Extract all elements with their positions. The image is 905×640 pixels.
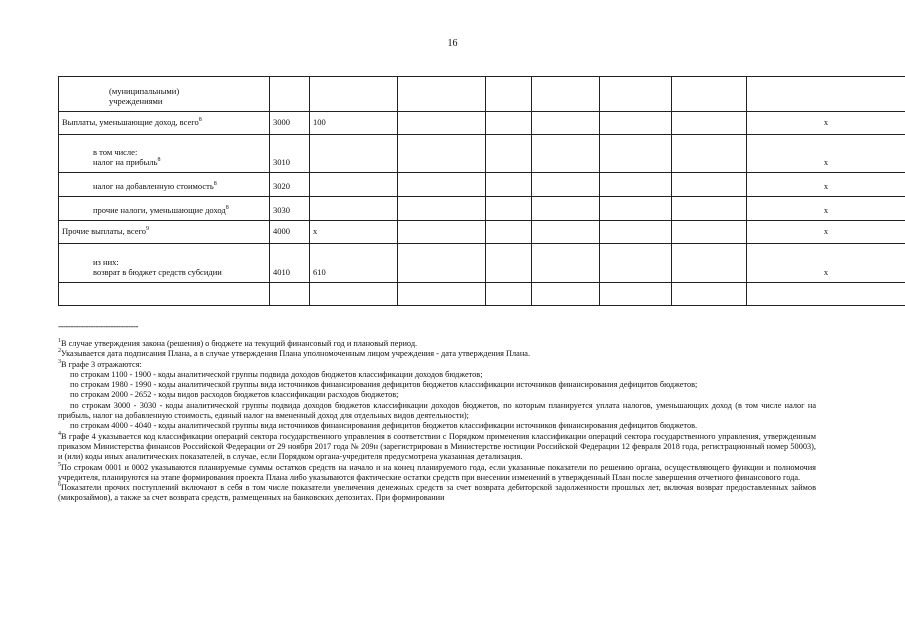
empty-cell xyxy=(532,197,600,221)
table-row xyxy=(59,244,905,283)
row-code: 3020 xyxy=(270,173,310,197)
row-kosgu xyxy=(310,173,398,197)
footnote: по строкам 3000 - 3030 - коды аналитической группы подвида доходов бюджетов классификации доходов бюджетов, по которым планируется уплата налогов, уменьшающих доход (в том числе налог на прибыль, налог на добавленную стоимость, единый налог на вмененный доход для отдельных видов деятельности); xyxy=(58,400,816,421)
row-kosgu: 610 xyxy=(310,244,398,283)
footnote-rule: -------------------------------- xyxy=(58,321,138,331)
table-row xyxy=(59,112,905,135)
empty-cell xyxy=(532,112,600,135)
row-name: налог на добавленную стоимость$^8$ xyxy=(59,173,270,197)
empty-cell xyxy=(486,112,532,135)
table-row xyxy=(59,197,905,221)
row-kosgu: 100 xyxy=(310,112,398,135)
empty-cell xyxy=(600,283,672,306)
empty-cell xyxy=(398,244,486,283)
empty-cell xyxy=(532,244,600,283)
row-name xyxy=(59,283,270,306)
empty-cell xyxy=(532,77,600,112)
row-name: из них: возврат в бюджет средств субсидии xyxy=(59,244,270,283)
empty-cell xyxy=(600,77,672,112)
footnote: по строкам 1100 - 1900 - коды аналитической группы подвида доходов бюджетов классификации доходов бюджетов; xyxy=(70,369,483,379)
empty-cell xyxy=(486,173,532,197)
row-last-value xyxy=(747,283,905,306)
empty-cell xyxy=(600,197,672,221)
row-code xyxy=(270,77,310,112)
footnote: $^2$Указывается дата подписания Плана, а в случае утверждения Плана уполномоченным лицом учреждения - дата утверждения Плана. xyxy=(58,348,531,359)
row-kosgu xyxy=(310,135,398,173)
row-code xyxy=(270,283,310,306)
empty-cell xyxy=(532,283,600,306)
empty-cell xyxy=(398,173,486,197)
empty-cell xyxy=(398,112,486,135)
plan-table xyxy=(58,76,905,306)
row-name: прочие налоги, уменьшающие доход$^8$ xyxy=(59,197,270,221)
page-number: 16 xyxy=(447,38,458,49)
empty-cell xyxy=(532,221,600,244)
empty-cell xyxy=(486,283,532,306)
row-code: 3030 xyxy=(270,197,310,221)
empty-cell xyxy=(486,221,532,244)
empty-cell xyxy=(398,135,486,173)
footnote: $^3$В графе 3 отражаются: xyxy=(58,358,142,369)
table-row xyxy=(59,77,905,112)
empty-cell xyxy=(672,221,747,244)
empty-cell xyxy=(486,77,532,112)
empty-cell xyxy=(600,135,672,173)
empty-cell xyxy=(672,112,747,135)
row-name: в том числе: налог на прибыль$^8$ xyxy=(59,135,270,173)
row-last-value: x xyxy=(747,173,905,197)
empty-cell xyxy=(672,135,747,173)
row-last-value: x xyxy=(747,135,905,173)
row-kosgu xyxy=(310,197,398,221)
empty-cell xyxy=(532,173,600,197)
footnote: $^4$В графе 4 указывается код классификации операций сектора государственного управления в соответствии с Порядком применения классификации операций сектора государственного управления, утвержденным приказом Министерства финансов Российской Федерации от 29 ноября 2017 года № 209н (зарегистрирован в Министерстве юстиции Российской Федерации 12 февраля 2018 года, регистрационный номер 50003), и (или) коды иных аналитических показателей, в случае, если Порядком органа-учредителя предусмотрена указанная детализация. xyxy=(58,430,816,462)
empty-cell xyxy=(672,197,747,221)
row-last-value xyxy=(747,77,905,112)
row-name: (муниципальными) учреждениями xyxy=(59,77,270,112)
empty-cell xyxy=(600,112,672,135)
row-kosgu xyxy=(310,77,398,112)
empty-cell xyxy=(672,77,747,112)
empty-cell xyxy=(486,197,532,221)
footnote: $^1$В случае утверждения закона (решения) о бюджете на текущий финансовый год и плановый период. xyxy=(58,338,418,348)
row-name: Выплаты, уменьшающие доход, всего$^8$ xyxy=(59,112,270,135)
footnote: по строкам 2000 - 2652 - коды видов расходов бюджетов классификации расходов бюджетов; xyxy=(70,390,399,400)
row-last-value: x xyxy=(747,197,905,221)
row-name: Прочие выплаты, всего$^9$ xyxy=(59,221,270,244)
empty-cell xyxy=(672,283,747,306)
table-row xyxy=(59,135,905,173)
footnote: $^5$По строкам 0001 и 0002 указываются планируемые суммы остатков средств на начало и на конец планируемого года, если указанные показатели по решению органа, осуществляющего функции и полномочия учредителя, планируются на этапе формирования проекта Плана либо указываются фактические остатки средств при внесении изменений в утвержденный План после завершения отчетного финансового года. xyxy=(58,461,816,482)
row-code: 3000 xyxy=(270,112,310,135)
empty-cell xyxy=(600,244,672,283)
footnote: $^6$Показатели прочих поступлений включают в себя в том числе показатели увеличения денежных средств за счет возврата дебиторской задолженности прошлых лет, включая возврат предоставленных займов (микрозаймов), а также за счет возврата средств, размещенных на банковских депозитах. При формировании xyxy=(58,482,816,503)
row-code: 3010 xyxy=(270,135,310,173)
row-last-value: x xyxy=(747,221,905,244)
row-code: 4010 xyxy=(270,244,310,283)
row-last-value: x xyxy=(747,112,905,135)
empty-cell xyxy=(600,173,672,197)
empty-cell xyxy=(398,197,486,221)
table-row xyxy=(59,283,905,306)
row-last-value: x xyxy=(747,244,905,283)
empty-cell xyxy=(486,244,532,283)
empty-cell xyxy=(672,173,747,197)
row-kosgu xyxy=(310,283,398,306)
empty-cell xyxy=(486,135,532,173)
empty-cell xyxy=(398,221,486,244)
empty-cell xyxy=(532,135,600,173)
table-row xyxy=(59,221,905,244)
empty-cell xyxy=(600,221,672,244)
table-row xyxy=(59,173,905,197)
footnotes xyxy=(58,339,816,504)
empty-cell xyxy=(398,77,486,112)
row-code: 4000 xyxy=(270,221,310,244)
row-kosgu: x xyxy=(310,221,398,244)
footnote: по строкам 4000 - 4040 - коды аналитической группы вида источников финансирования дефицитов бюджетов классификации источников финансирования дефицитов бюджетов. xyxy=(70,421,698,431)
empty-cell xyxy=(672,244,747,283)
footnote: по строкам 1980 - 1990 - коды аналитической группы вида источников финансирования дефицитов бюджетов классификации источников финансирования дефицитов бюджетов; xyxy=(70,380,698,390)
empty-cell xyxy=(398,283,486,306)
